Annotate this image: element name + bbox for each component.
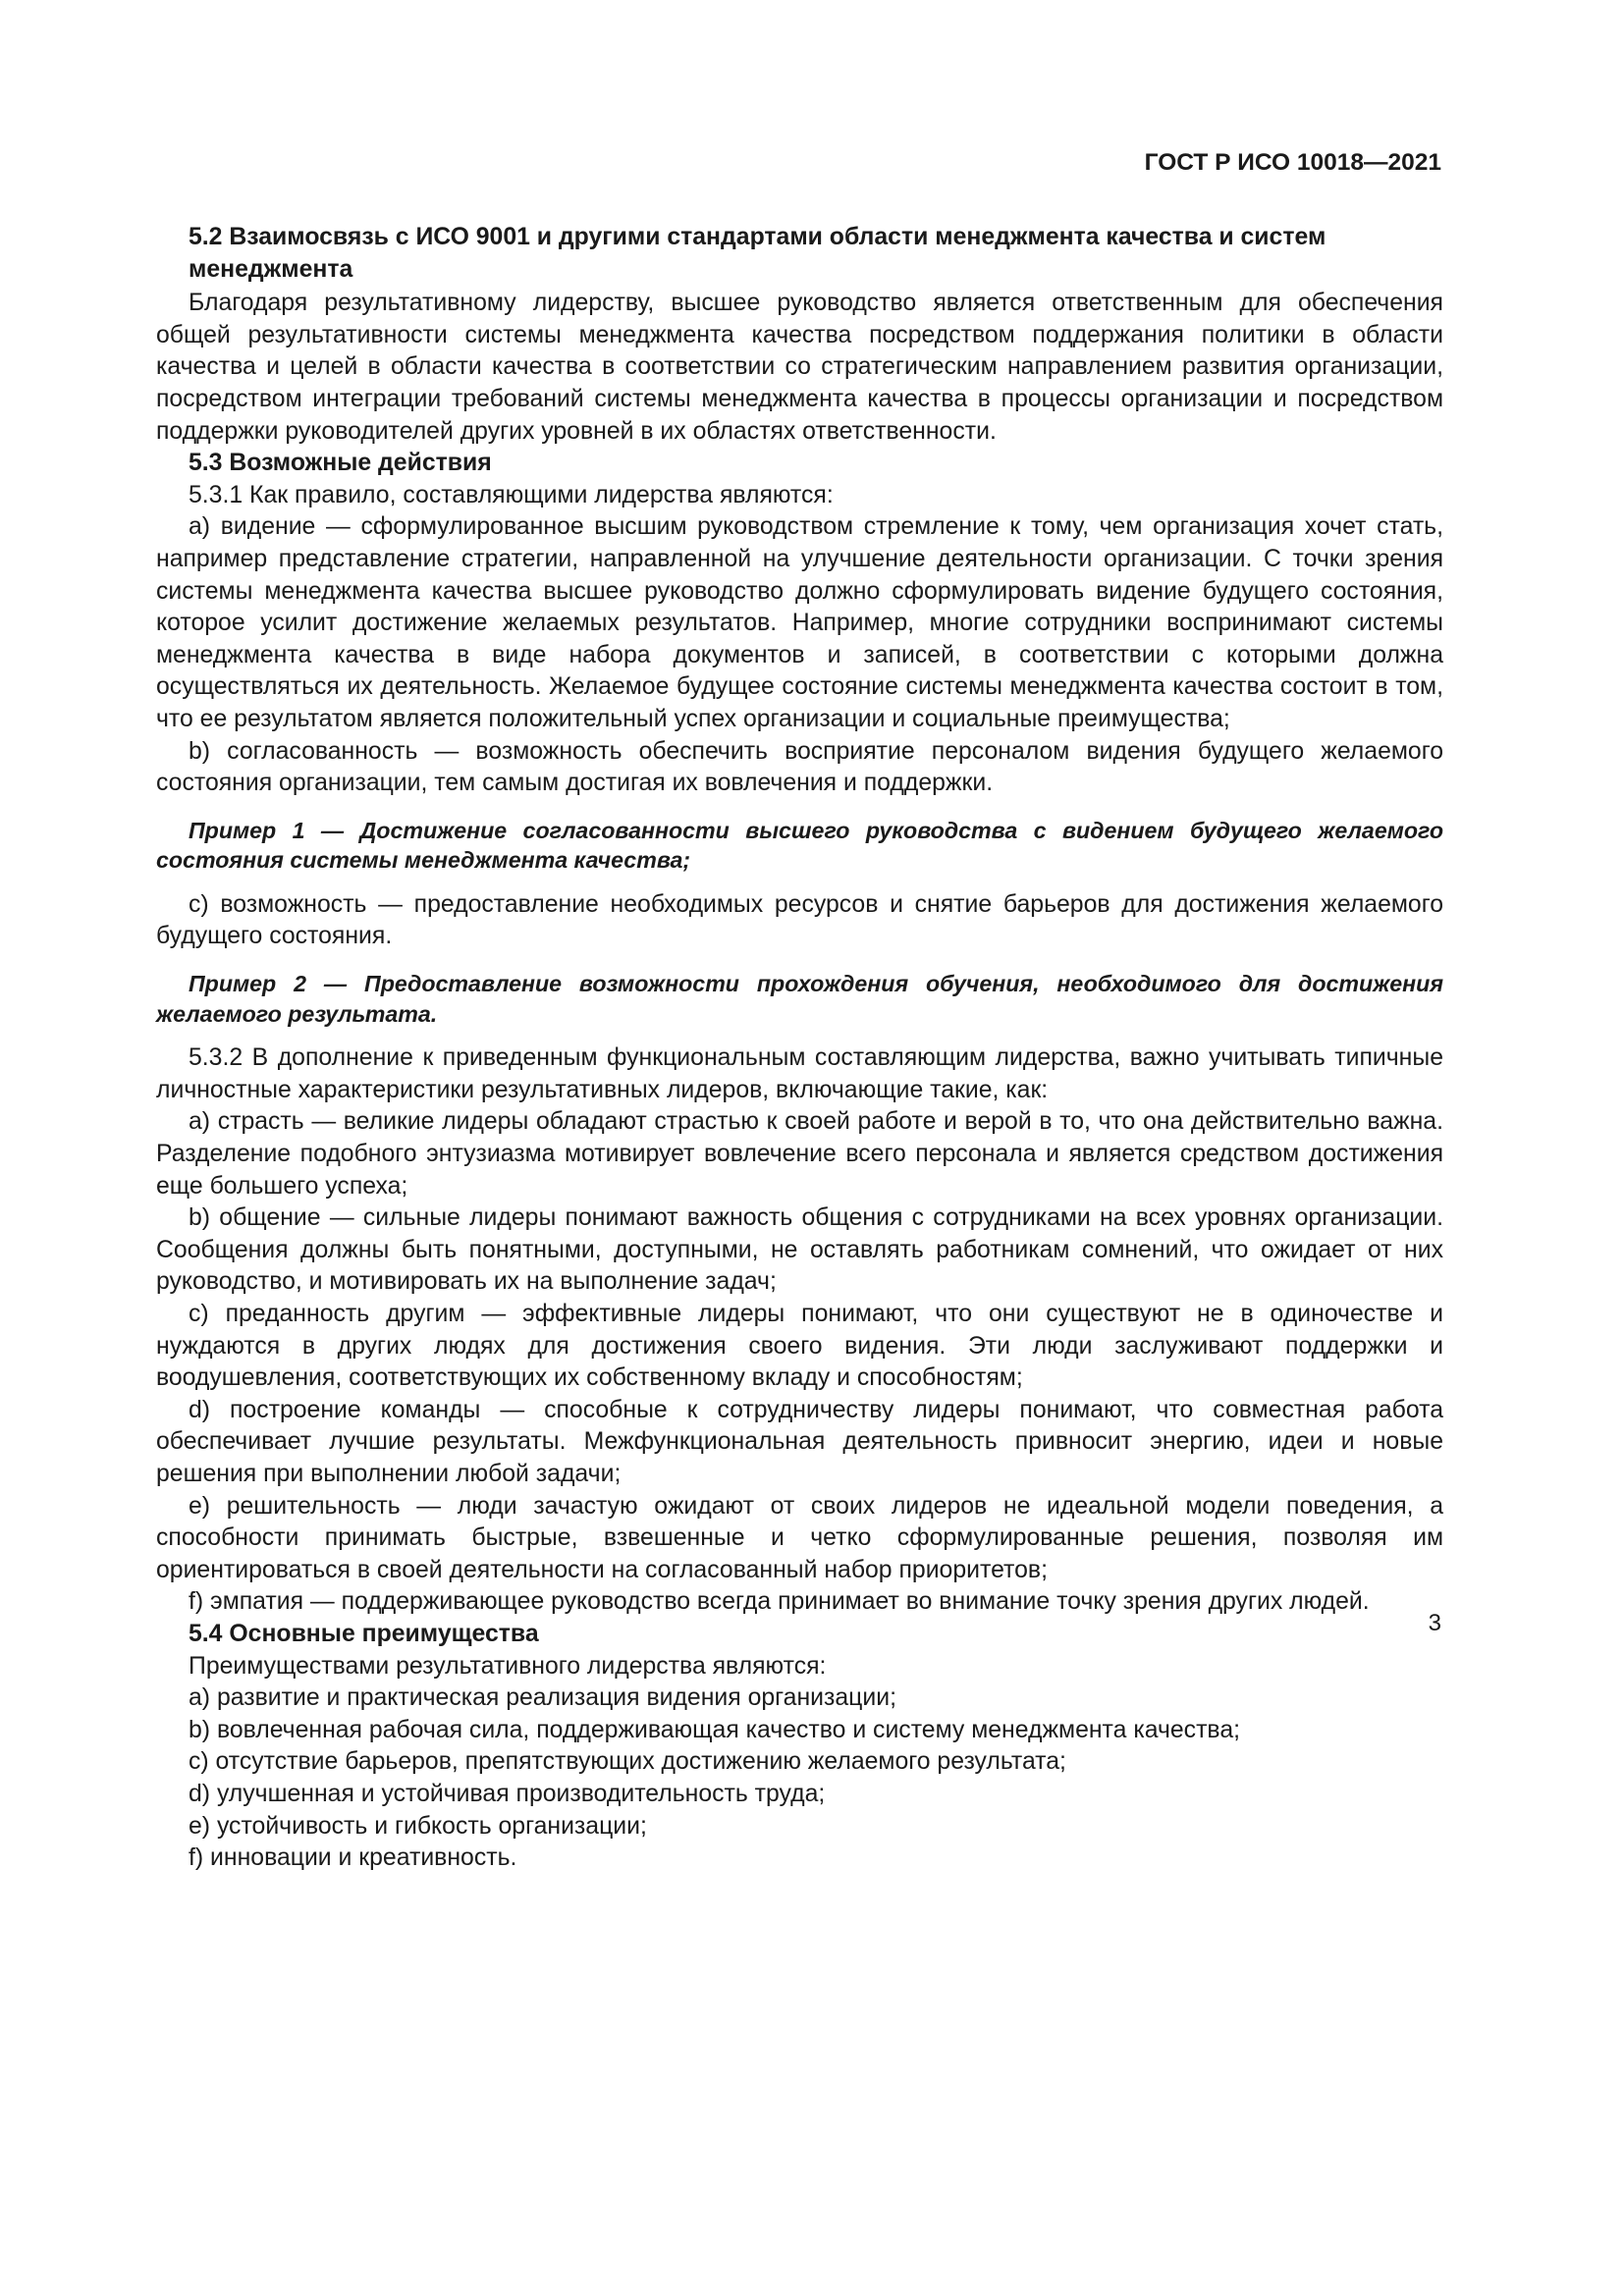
benefit-item: e) устойчивость и гибкость организации; <box>189 1812 647 1840</box>
trait-passion: a) страсть — великие лидеры обладают страстью к своей работе и верой в то, что она действительно важна. Разделение подобного энтузиазма мотивирует вовлечение всего персонала и является средством достижения еще большего успеха; <box>156 1108 1443 1200</box>
list-item-vision: a) видение — сформулированное высшим руководством стремление к тому, чем организация хочет стать, например представление стратегии, направленной на улучшение деятельности организации. С точки зрения системы менеджмента качества высшее руководство должно сформулировать видение будущего состояния, которое усилит достижение желаемых результатов. Например, многие сотрудники воспринимают системы менеджмента качества в виде набора документов и записей, в соответствии с которыми должна осуществляться их деятельность. Желаемое будущее состояние системы менеджмента качества состоит в том, что ее результатом является положительный успех организации и социальные преимущества; <box>156 513 1443 732</box>
paragraph-5-3-2: 5.3.2 В дополнение к приведенным функциональным составляющим лидерства, важно учитывать типичные личностные характеристики результативных лидеров, включающие такие, как: <box>156 1044 1443 1103</box>
benefit-item: f) инновации и креативность. <box>189 1844 517 1872</box>
benefit-item: d) улучшенная и устойчивая производительность труда; <box>189 1780 826 1807</box>
paragraph-5-3-1: 5.3.1 Как правило, составляющими лидерства являются: <box>189 481 834 508</box>
trait-communication: b) общение — сильные лидеры понимают важность общения с сотрудниками на всех уровнях организации. Сообщения должны быть понятными, доступными, не оставлять работникам сомнений, что ожидает от них руководство, и мотивировать их на выполнение задач; <box>156 1204 1443 1296</box>
benefits-intro: Преимуществами результативного лидерства являются: <box>189 1652 827 1680</box>
section-heading-5-3: 5.3 Возможные действия <box>189 450 492 477</box>
document-body <box>156 222 1443 1875</box>
example-1: Пример 1 — Достижение согласованности высшего руководства с видением будущего желаемого состояния системы менеджмента качества; <box>156 817 1443 874</box>
example-2: Пример 2 — Предоставление возможности прохождения обучения, необходимого для достижения желаемого результата. <box>156 971 1443 1027</box>
trait-dedication: c) преданность другим — эффективные лидеры понимают, что они существуют не в одиночестве и нуждаются в других людях для достижения своего видения. Эти люди заслуживают поддержки и воодушевления, соответствующих их собственному вкладу и способностям; <box>156 1301 1443 1392</box>
trait-decisiveness: e) решительность — люди зачастую ожидают от своих лидеров не идеальной модели поведения, а способности принимать быстрые, взвешенные и четко сформулированные решения, позволяя им ориентироваться в своей деятельности на согласованный набор приоритетов; <box>156 1492 1443 1583</box>
benefit-item: a) развитие и практическая реализация видения организации; <box>189 1684 896 1712</box>
section-heading-5-4: 5.4 Основные преимущества <box>189 1620 539 1647</box>
trait-team-building: d) построение команды — способные к сотрудничеству лидеры понимают, что совместная работа обеспечивает лучшие результаты. Межфункциональная деятельность привносит энергию, идеи и новые решения при выполнении любой задачи; <box>156 1396 1443 1487</box>
list-item-alignment: b) согласованность — возможность обеспечить восприятие персоналом видения будущего желаемого состояния организации, тем самым достигая их вовлечения и поддержки. <box>156 737 1443 797</box>
page-number: 3 <box>1428 1610 1441 1636</box>
benefit-item: b) вовлеченная рабочая сила, поддерживающая качество и систему менеджмента качества; <box>189 1716 1240 1743</box>
document-code-header: ГОСТ Р ИСО 10018—2021 <box>1144 149 1441 176</box>
paragraph: Благодаря результативному лидерству, высшее руководство является ответственным для обеспечения общей результативности системы менеджмента качества посредством поддержания политики в области качества и целей в области качества в соответствии со стратегическим направлением развития организации, посредством интеграции требований системы менеджмента качества в процессы организации и посредством поддержки руководителей других уровней в их областях ответственности. <box>156 290 1443 445</box>
benefit-item: c) отсутствие барьеров, препятствующих достижению желаемого результата; <box>189 1748 1066 1776</box>
section-heading-5-2: 5.2 Взаимосвязь с ИСО 9001 и другими стандартами области менеджмента качества и систем менеджмента <box>189 224 1326 283</box>
list-item-enablement: c) возможность — предоставление необходимых ресурсов и снятие барьеров для достижения желаемого будущего состояния. <box>156 890 1443 950</box>
trait-empathy: f) эмпатия — поддерживающее руководство всегда принимает во внимание точку зрения других людей. <box>189 1588 1370 1616</box>
